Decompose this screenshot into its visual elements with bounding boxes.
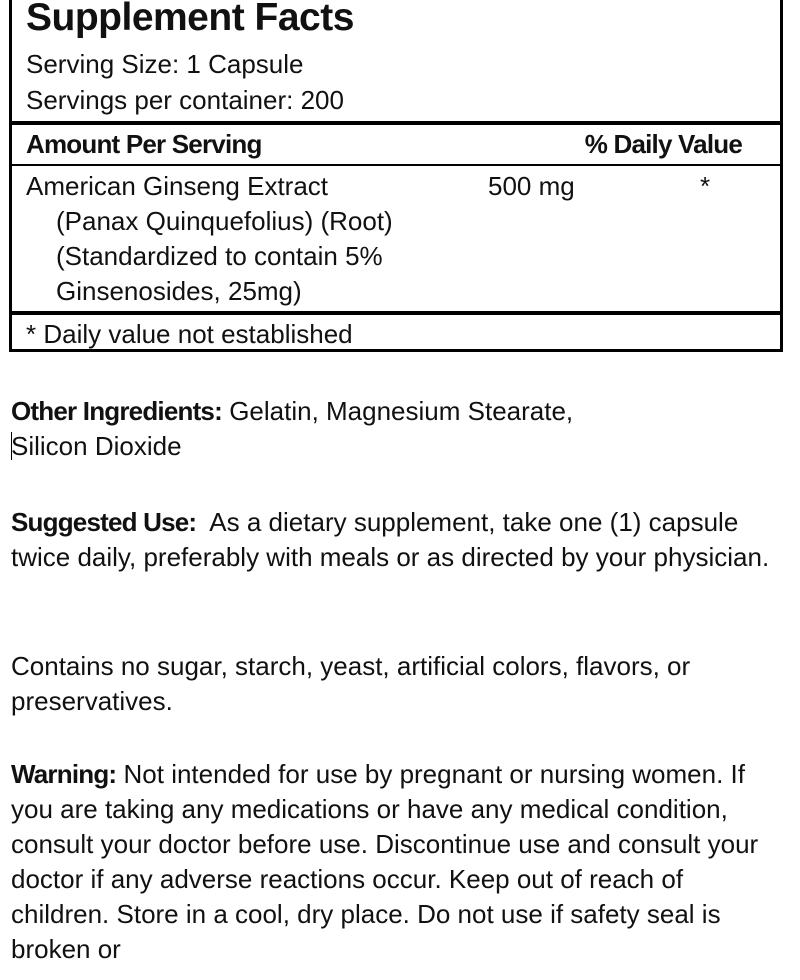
warning-text: Not intended for use by pregnant or nursing women. If you are taking any medications or have any medical condition, consult your doctor before use. Discontinue use and consult your doctor if any adverse reactions occur. Keep out of reach of children. Store in a cool, dry place. Do not use if safety seal is broken or — [11, 759, 766, 964]
header-divider — [12, 164, 780, 166]
thick-divider — [12, 121, 780, 125]
panel-title: Supplement Facts — [26, 0, 354, 39]
ingredient-detail-line: (Panax Quinquefolius) (Root) — [56, 206, 393, 236]
daily-value-footnote: * Daily value not established — [26, 319, 353, 349]
warning-label: Warning: — [11, 759, 117, 789]
ingredient-detail-line: Ginsenosides, 25mg) — [56, 276, 302, 306]
warning — [11, 757, 786, 967]
other-ingredients-text: Gelatin, Magnesium Stearate, — [221, 396, 574, 426]
contains-statement: Contains no sugar, starch, yeast, artificial colors, flavors, or preservatives. — [11, 651, 691, 716]
ingredient-daily-value: * — [700, 171, 711, 201]
ingredient-detail-line: (Standardized to contain 5% — [56, 241, 383, 271]
servings-per-container: Servings per container: 200 — [26, 85, 344, 115]
daily-value-header: % Daily Value — [584, 129, 742, 159]
footer-divider — [12, 311, 780, 315]
suggested-use-text: As a dietary supplement, take one (1) capsule twice daily, preferably with meals or as directed by your physician. — [11, 507, 770, 572]
ingredient-name: American Ginseng Extract — [26, 171, 329, 201]
other-ingredients-text-line2: Silicon Dioxide — [11, 431, 182, 461]
other-ingredients-label: Other Ingredients: — [11, 396, 222, 426]
amount-per-serving-header: Amount Per Serving — [26, 129, 262, 159]
ingredient-amount: 500 mg — [488, 171, 575, 201]
other-ingredients — [11, 394, 786, 464]
suggested-use-label: Suggested Use: — [11, 507, 197, 537]
supplement-facts-panel — [9, 0, 783, 352]
serving-size: Serving Size: 1 Capsule — [26, 49, 304, 79]
suggested-use — [11, 505, 786, 575]
